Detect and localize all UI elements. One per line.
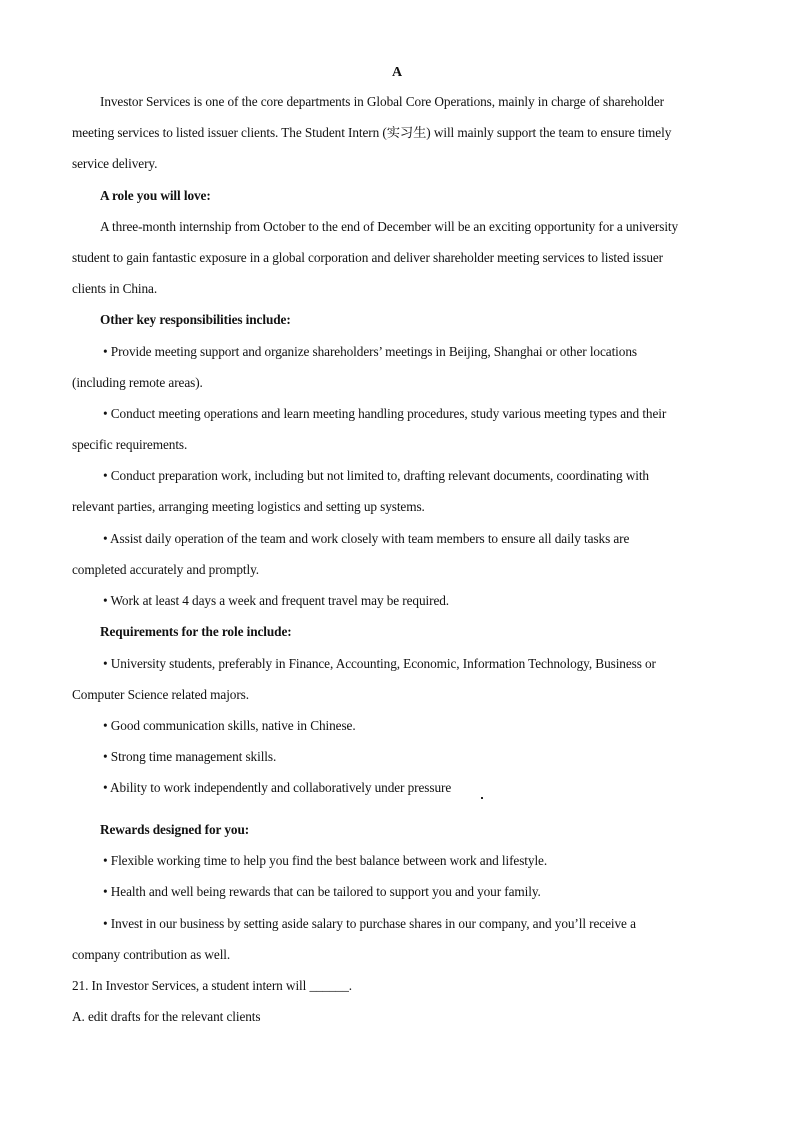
stray-dot (481, 797, 483, 799)
responsibility-item: • Conduct meeting operations and learn meeting handling procedures, study various meeting types and their (103, 406, 667, 421)
requirement-item: • Good communication skills, native in Chinese. (103, 718, 356, 733)
requirement-item-cont: Computer Science related majors. (72, 687, 249, 702)
reward-item: • Health and well being rewards that can be tailored to support you and your family. (103, 884, 541, 899)
responsibility-item: • Conduct preparation work, including but not limited to, drafting relevant documents, coordinating with (103, 468, 649, 483)
responsibility-item-cont: completed accurately and promptly. (72, 562, 259, 577)
reward-item: • Invest in our business by setting aside salary to purchase shares in our company, and you’ll receive a (103, 916, 636, 931)
responsibility-item-cont: (including remote areas). (72, 375, 203, 390)
question-stem: 21. In Investor Services, a student intern will ______. (72, 978, 352, 993)
responsibility-item: • Provide meeting support and organize shareholders’ meetings in Beijing, Shanghai or other locations (103, 344, 637, 359)
passage-title: A (391, 65, 403, 80)
reward-item: • Flexible working time to help you find the best balance between work and lifestyle. (103, 853, 548, 868)
role-line: student to gain fantastic exposure in a global corporation and deliver shareholder meeting services to listed issuer (72, 250, 664, 265)
intro-line: Investor Services is one of the core departments in Global Core Operations, mainly in charge of shareholder (100, 94, 664, 109)
requirements-heading: Requirements for the role include: (100, 624, 292, 639)
intro-line: meeting services to listed issuer clients. The Student Intern (实习生) will mainly support the team to ensure timely (72, 125, 672, 140)
responsibility-item: • Assist daily operation of the team and work closely with team members to ensure all daily tasks are (103, 531, 630, 546)
responsibility-item: • Work at least 4 days a week and frequent travel may be required. (103, 593, 450, 608)
responsibility-item-cont: specific requirements. (72, 437, 188, 452)
rewards-heading: Rewards designed for you: (100, 822, 250, 837)
requirement-item: • University students, preferably in Finance, Accounting, Economic, Information Technology, Business or (103, 656, 656, 671)
role-line: clients in China. (72, 281, 158, 296)
role-heading: A role you will love: (100, 188, 211, 203)
requirement-item: • Strong time management skills. (103, 749, 277, 764)
answer-option-a[interactable]: A. edit drafts for the relevant clients (72, 1009, 261, 1024)
intro-line: service delivery. (72, 156, 158, 171)
requirement-item: • Ability to work independently and collaboratively under pressure (103, 780, 452, 795)
role-line: A three-month internship from October to the end of December will be an exciting opportunity for a university (100, 219, 679, 234)
responsibilities-heading: Other key responsibilities include: (100, 312, 291, 327)
responsibility-item-cont: relevant parties, arranging meeting logistics and setting up systems. (72, 499, 425, 514)
reward-item-cont: company contribution as well. (72, 947, 231, 962)
